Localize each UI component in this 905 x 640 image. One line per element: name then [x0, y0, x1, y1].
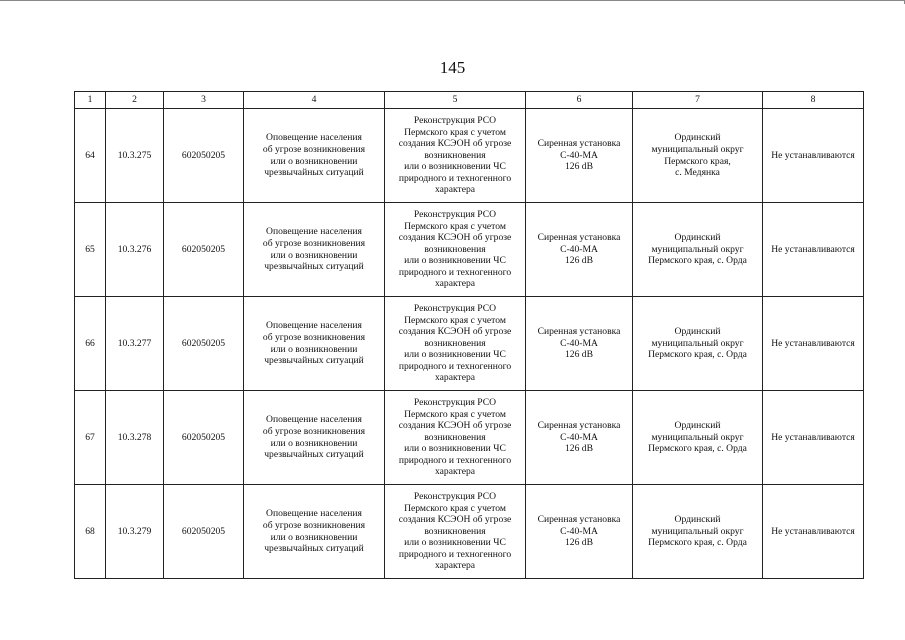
header-cell: 5: [385, 92, 526, 109]
equipment-cell-text: Сиренная установка С-40-МА 126 dB: [537, 326, 621, 361]
status-cell: [763, 109, 864, 203]
measure-cell-text: Реконструкция РСО Пермского края с учетом создания КСЭОН об угрозе возникновения или о возникновении ЧС природного и техногенного характера: [398, 208, 512, 290]
header-cell: 8: [763, 92, 864, 109]
equipment-cell-text: Сиренная установка С-40-МА 126 dB: [537, 138, 621, 173]
table-row: [75, 297, 864, 391]
location-cell: [633, 391, 763, 485]
purpose-cell-text: Оповещение населения об угрозе возникновения или о возникновении чрезвычайных ситуаций: [262, 226, 366, 273]
status-cell: [763, 297, 864, 391]
equipment-cell-text: Сиренная установка С-40-МА 126 dB: [537, 514, 621, 549]
purpose-cell: [244, 297, 385, 391]
measure-cell-text: Реконструкция РСО Пермского края с учетом создания КСЭОН об угрозе возникновения или о возникновении ЧС природного и техногенного характера: [398, 490, 512, 572]
location-cell-text: Ординский муниципальный округ Пермского края, с. Орда: [648, 232, 747, 267]
header-cell: 4: [244, 92, 385, 109]
table-row: [75, 485, 864, 579]
location-cell: [633, 297, 763, 391]
page-number: 145: [439, 58, 466, 77]
kbk-cell-text: 602050205: [181, 431, 226, 443]
row-number-cell-text: 64: [85, 149, 95, 161]
table-row: [75, 203, 864, 297]
kbk-cell-text: 602050205: [181, 525, 226, 537]
equipment-cell: [526, 391, 633, 485]
status-cell-text: Не устанавливаются: [771, 431, 855, 443]
location-cell-text: Ординский муниципальный округ Пермского края, с. Орда: [648, 514, 747, 549]
table-header-row: [75, 92, 864, 109]
location-cell-text: Ординский муниципальный округ Пермского края, с. Орда: [648, 326, 747, 361]
kbk-cell: [164, 391, 244, 485]
row-number-cell: [75, 109, 106, 203]
code-cell: [106, 109, 164, 203]
table-row: [75, 391, 864, 485]
code-cell-text: 10.3.276: [117, 243, 152, 255]
measure-cell: [385, 297, 526, 391]
status-cell: [763, 203, 864, 297]
code-cell-text: 10.3.278: [117, 431, 152, 443]
purpose-cell-text: Оповещение населения об угрозе возникновения или о возникновении чрезвычайных ситуаций: [262, 320, 366, 367]
code-cell: [106, 297, 164, 391]
measure-cell: [385, 485, 526, 579]
row-number-cell: [75, 203, 106, 297]
header-cell: 1: [75, 92, 106, 109]
data-table: [74, 91, 864, 579]
header-cell: 2: [106, 92, 164, 109]
measure-cell: [385, 203, 526, 297]
row-number-cell-text: 65: [85, 243, 95, 255]
code-cell: [106, 391, 164, 485]
purpose-cell: [244, 391, 385, 485]
purpose-cell: [244, 203, 385, 297]
kbk-cell-text: 602050205: [181, 243, 226, 255]
kbk-cell-text: 602050205: [181, 337, 226, 349]
kbk-cell: [164, 109, 244, 203]
location-cell: [633, 485, 763, 579]
status-cell-text: Не устанавливаются: [771, 149, 855, 161]
row-number-cell: [75, 485, 106, 579]
purpose-cell-text: Оповещение населения об угрозе возникновения или о возникновении чрезвычайных ситуаций: [262, 414, 366, 461]
measure-cell: [385, 109, 526, 203]
equipment-cell-text: Сиренная установка С-40-МА 126 dB: [537, 420, 621, 455]
kbk-cell: [164, 297, 244, 391]
table-row: [75, 109, 864, 203]
kbk-cell-text: 602050205: [181, 149, 226, 161]
purpose-cell-text: Оповещение населения об угрозе возникновения или о возникновении чрезвычайных ситуаций: [262, 508, 366, 555]
equipment-cell: [526, 109, 633, 203]
equipment-cell: [526, 203, 633, 297]
status-cell: [763, 391, 864, 485]
code-cell: [106, 203, 164, 297]
header-cell: 6: [526, 92, 633, 109]
location-cell-text: Ординский муниципальный округ Пермского края, с. Орда: [648, 420, 747, 455]
location-cell-text: Ординский муниципальный округ Пермского края, с. Медянка: [651, 132, 744, 179]
equipment-cell: [526, 297, 633, 391]
equipment-cell-text: Сиренная установка С-40-МА 126 dB: [537, 232, 621, 267]
purpose-cell-text: Оповещение населения об угрозе возникновения или о возникновении чрезвычайных ситуаций: [262, 132, 366, 179]
code-cell: [106, 485, 164, 579]
measure-cell: [385, 391, 526, 485]
code-cell-text: 10.3.275: [117, 149, 152, 161]
row-number-cell: [75, 297, 106, 391]
location-cell: [633, 203, 763, 297]
row-number-cell-text: 66: [85, 337, 95, 349]
status-cell-text: Не устанавливаются: [771, 337, 855, 349]
code-cell-text: 10.3.277: [117, 337, 152, 349]
row-number-cell-text: 67: [85, 431, 95, 443]
kbk-cell: [164, 203, 244, 297]
row-number-cell: [75, 391, 106, 485]
status-cell: [763, 485, 864, 579]
location-cell: [633, 109, 763, 203]
code-cell-text: 10.3.279: [117, 525, 152, 537]
kbk-cell: [164, 485, 244, 579]
status-cell-text: Не устанавливаются: [771, 525, 855, 537]
status-cell-text: Не устанавливаются: [771, 243, 855, 255]
page-top-border: [0, 0, 905, 4]
row-number-cell-text: 68: [85, 525, 95, 537]
header-cell: 3: [164, 92, 244, 109]
measure-cell-text: Реконструкция РСО Пермского края с учетом создания КСЭОН об угрозе возникновения или о возникновении ЧС природного и техногенного характера: [398, 114, 512, 196]
header-cell: 7: [633, 92, 763, 109]
measure-cell-text: Реконструкция РСО Пермского края с учетом создания КСЭОН об угрозе возникновения или о возникновении ЧС природного и техногенного характера: [398, 302, 512, 384]
measure-cell-text: Реконструкция РСО Пермского края с учетом создания КСЭОН об угрозе возникновения или о возникновении ЧС природного и техногенного характера: [398, 396, 512, 478]
equipment-cell: [526, 485, 633, 579]
purpose-cell: [244, 109, 385, 203]
purpose-cell: [244, 485, 385, 579]
